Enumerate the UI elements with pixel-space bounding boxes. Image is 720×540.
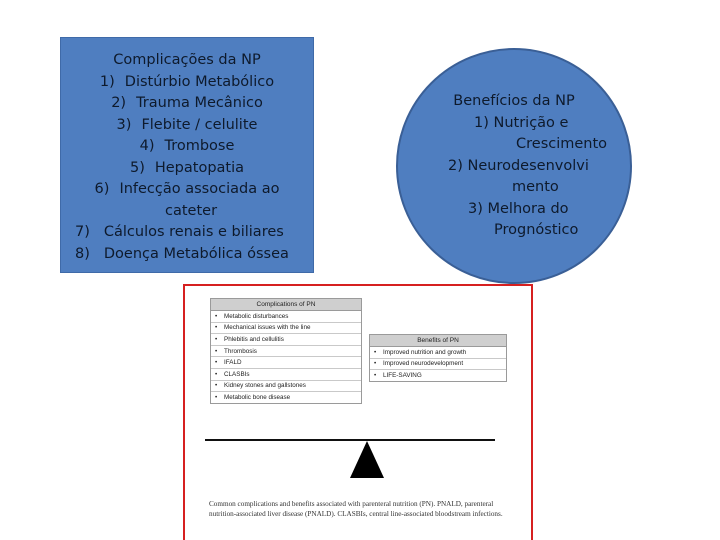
table-row: • IFALD: [211, 357, 361, 369]
complications-list: [61, 72, 313, 266]
table-row: • CLASBIs: [211, 369, 361, 381]
complication-item: 6) Infecção associada ao: [94, 181, 280, 197]
complication-item: 4) Trombose: [139, 138, 235, 154]
complication-item: 7) Cálculos renais e biliares: [75, 224, 284, 240]
complication-item: 8) Doença Metabólica óssea: [75, 245, 289, 262]
table-row: • Phlebitis and cellulitis: [211, 334, 361, 346]
complication-item: 2) Trauma Mecânico: [111, 95, 263, 111]
complication-item: 3) Flebite / celulite: [116, 116, 258, 133]
table-row: • Metabolic bone disease: [215, 393, 291, 401]
table-row: • Improved neurodevelopment: [370, 359, 506, 371]
complication-item: 1) Distúrbio Metabólico: [99, 73, 275, 90]
table-row: • Thrombosis: [211, 346, 361, 358]
benefit-line: 1) Nutrição e: [474, 114, 569, 131]
benefit-line: mento: [512, 179, 559, 195]
table-header: Benefits of PN: [370, 335, 506, 347]
table-row: • LIFE-SAVING: [374, 371, 422, 379]
benefit-line: 2) Neurodesenvolvi: [448, 157, 589, 174]
table-header: Complications of PN: [211, 299, 361, 311]
table-row: • Mechanical issues with the line: [211, 323, 361, 335]
benefit-line: 3) Melhora do: [468, 200, 569, 217]
benefits-of-pn-table: [369, 334, 507, 382]
balance-fulcrum-icon: [350, 441, 384, 478]
benefits-circle: [396, 48, 632, 284]
benefits-title: Benefícios da NP: [453, 93, 575, 109]
complication-item-continuation: cateter: [165, 202, 218, 219]
figure-caption: Common complications and benefits associated with parenteral nutrition (PN). PNALD, parenteral nutrition-associated liver disease (PNALD). CLASBIs, central line-associated bloodstream infections.: [209, 500, 503, 518]
table-row: • Metabolic disturbances: [211, 311, 361, 323]
complications-of-pn-table: [210, 298, 362, 404]
complication-item: 5) Hepatopatia: [129, 159, 245, 176]
table-row: • Improved nutrition and growth: [370, 347, 506, 359]
benefit-line: Crescimento: [516, 136, 608, 152]
complications-title: Complicações da NP: [113, 52, 261, 68]
table-row: • Kidney stones and gallstones: [211, 381, 361, 393]
complications-box: [60, 37, 314, 273]
pn-balance-figure: [183, 284, 533, 540]
benefit-line: Prognóstico: [494, 222, 579, 238]
